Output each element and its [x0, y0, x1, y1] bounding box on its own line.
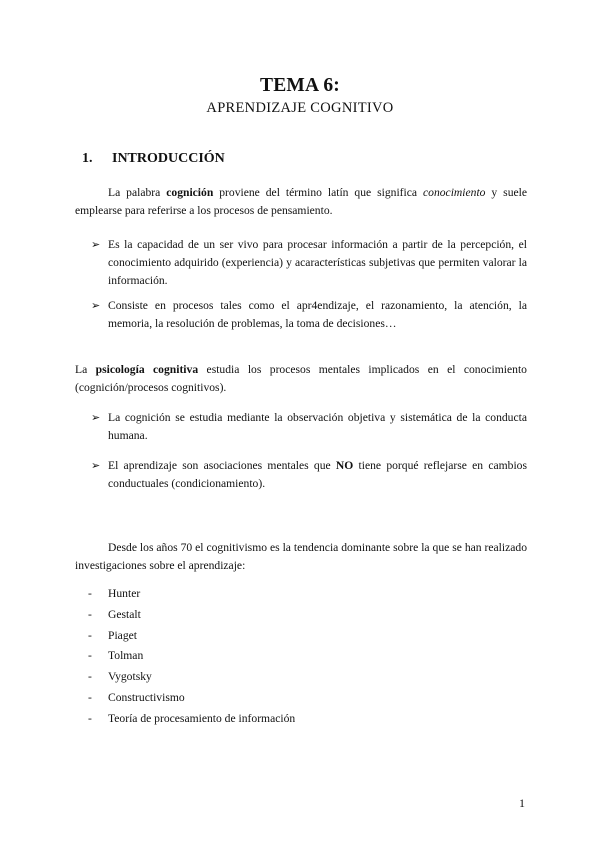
bullet-text: Consiste en procesos tales como el apr4endizaje, el razonamiento, la atención, la memoria, la resolución de problemas, la toma de decisiones…	[108, 299, 527, 330]
cognitivismo-text: Desde los años 70 el cognitivismo es la tendencia dominante sobre la que se han realizado investigaciones sobre el aprendizaje:	[75, 541, 527, 572]
term-conocimiento: conocimiento	[423, 186, 486, 199]
arrow-bullet-icon: ➢	[91, 460, 101, 472]
arrow-bullet-icon: ➢	[91, 300, 101, 312]
section-title: INTRODUCCIÓN	[112, 151, 225, 166]
psico-text-1: La	[75, 363, 96, 376]
document-subtitle: APRENDIZAJE COGNITIVO	[206, 100, 394, 116]
page-number: 1	[519, 796, 525, 810]
intro-text-2: proviene del término latín que significa	[213, 186, 424, 199]
intro-paragraph	[75, 184, 527, 220]
bullet-item	[91, 297, 527, 333]
term-cognicion: cognición	[166, 186, 214, 199]
arrow-bullet-icon: ➢	[91, 239, 101, 251]
intro-text-3: y suele emplearse para referirse a los procesos de pensamiento.	[75, 186, 528, 217]
intro-text-1: La palabra	[108, 186, 167, 199]
arrow-bullet-icon: ➢	[91, 412, 101, 424]
bullet-item	[91, 236, 527, 290]
cognitivismo-paragraph	[75, 539, 527, 575]
section-number: 1.	[82, 151, 93, 166]
term-psicologia-cognitiva: psicología cognitiva	[95, 363, 199, 376]
section-heading	[82, 151, 225, 167]
document-title: TEMA 6:	[260, 75, 340, 96]
psico-text-2: estudia los procesos mentales implicados en el conocimiento (cognición/procesos cognitivos).	[75, 363, 527, 394]
emphasis-no: NO	[335, 459, 354, 472]
bullet-text: Es la capacidad de un ser vivo para procesar información a partir de la percepción, el conocimiento adquirido (experiencia) y acaracterísticas subjetivas que permiten valorar la información.	[108, 238, 527, 287]
bullet-text: La cognición se estudia mediante la observación objetiva y sistemática de la conducta humana.	[108, 411, 527, 442]
psicologia-paragraph	[75, 361, 527, 397]
bullet-item	[91, 457, 527, 493]
document-page: TEMA 6: APRENDIZAJE COGNITIVO 1. INTRODUCCIÓN La palabra cognición proviene del término latín que significa conocimiento y suele emplearse para referirse a los procesos de pensamiento. ➢ Es la capacidad de un ser vivo para procesar información a partir de la percepción, el conocimiento adquirido (experiencia) y acaracterísticas subjetivas que permiten valorar la información. ➢ Consiste en procesos tales como el apr4endizaje, el razonamiento, la atención, la memoria, la resolución de problemas, la toma de decisiones… La psicología cognitiva estudia los procesos mentales implicados en el conocimiento (cognición/procesos cognitivos). ➢ La cognición se estudia mediante la observación objetiva y sistemática de la conducta humana. ➢ El aprendizaje son asociaciones mentales que NO tiene porqué reflejarse en cambios conductuales (condicionamiento). Desde los años 70 el cognitivismo es la tendencia dominante sobre la que se han realizado investigaciones sobre el aprendizaje: - Hunter - Gestalt - Piaget - Tolman - Vygotsky - Constructivismo - Teoría de procesamiento de información 1	[0, 0, 600, 848]
bullet-text: El aprendizaje son asociaciones mentales que NO tiene porqué reflejarse en cambios conductuales (condicionamiento).	[108, 459, 527, 490]
bullet-item	[91, 409, 527, 445]
